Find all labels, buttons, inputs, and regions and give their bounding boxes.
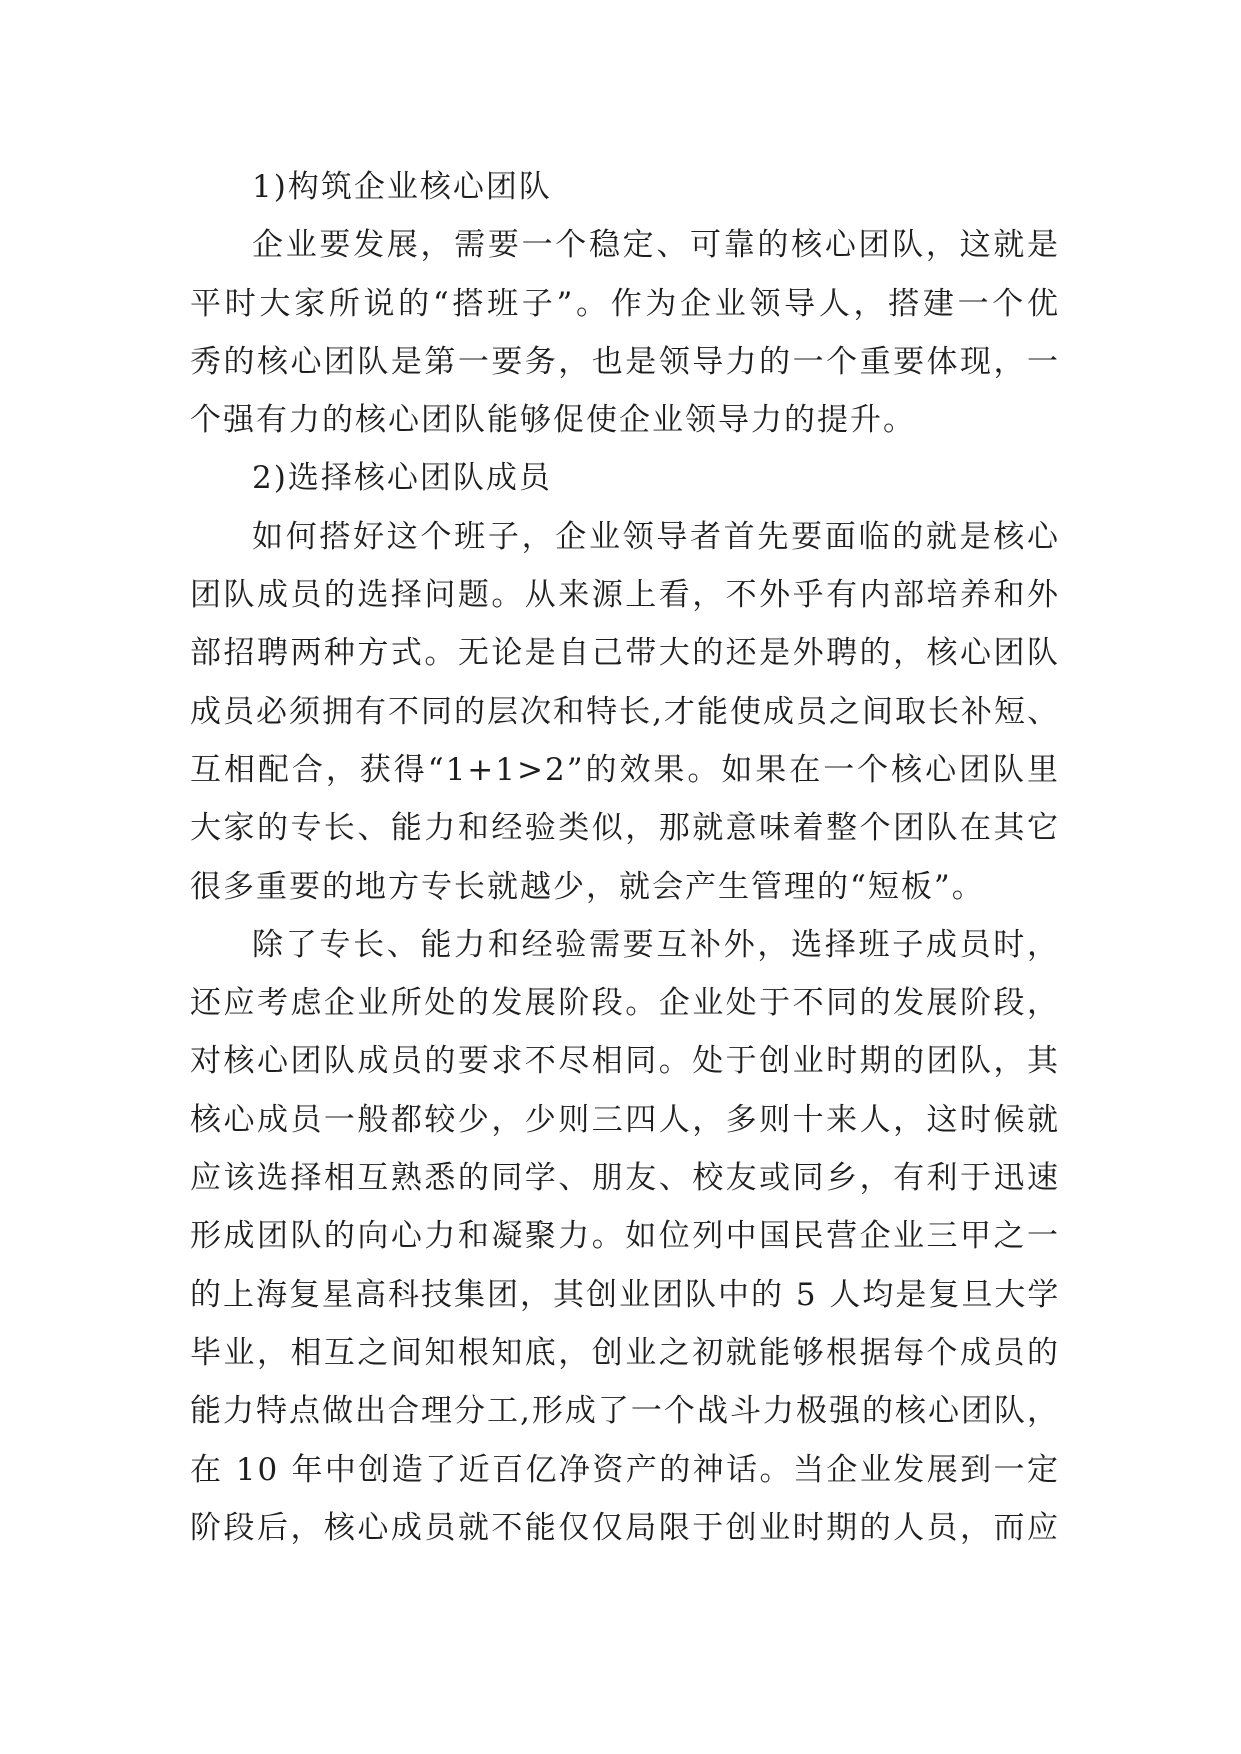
text-line: 企业要发展，需要一个稳定、可靠的核心团队，这就是: [252, 227, 1060, 264]
text-line: 能力特点做出合理分工,形成了一个战斗力极强的核心团队，: [190, 1393, 1060, 1430]
text-line: 的上海复星高科技集团，其创业团队中的 5 人均是复旦大学: [190, 1276, 1061, 1313]
text-line: 在 10 年中创造了近百亿净资产的神话。当企业发展到一定: [190, 1451, 1060, 1488]
paragraph-core-team: [190, 216, 1060, 449]
text-line: 大家的专长、能力和经验类似，那就意味着整个团队在其它: [190, 810, 1060, 847]
document-body: [190, 158, 1060, 1557]
text-line: 团队成员的选择问题。从来源上看，不外乎有内部培养和外: [190, 577, 1060, 614]
text-line: 如何搭好这个班子，企业领导者首先要面临的就是核心: [252, 518, 1060, 555]
paragraph-member-selection: [190, 508, 1060, 916]
text-line: 个强有力的核心团队能够促使企业领导力的提升。: [190, 402, 916, 439]
text-line: 核心成员一般都较少，少则三四人，多则十来人，这时候就: [190, 1101, 1060, 1138]
text-line: 阶段后，核心成员就不能仅仅局限于创业时期的人员，而应: [190, 1509, 1060, 1546]
paragraph-development-stage: [190, 916, 1060, 1557]
text-line: 除了专长、能力和经验需要互补外，选择班子成员时，: [252, 926, 1060, 963]
text-line: 很多重要的地方专长就越少，就会产生管理的“短板”。: [190, 868, 985, 905]
text-line: 部招聘两种方式。无论是自己带大的还是外聘的，核心团队: [190, 635, 1060, 672]
text-line: 平时大家所说的“搭班子”。作为企业领导人，搭建一个优: [190, 285, 1060, 322]
text-line: 互相配合，获得“1+1>2”的效果。如果在一个核心团队里: [190, 751, 1060, 788]
text-line: 应该选择相互熟悉的同学、朋友、校友或同乡，有利于迅速: [190, 1160, 1060, 1197]
text-line: 成员必须拥有不同的层次和特长,才能使成员之间取长补短、: [190, 693, 1060, 730]
text-line: 形成团队的向心力和凝聚力。如位列中国民营企业三甲之一: [190, 1218, 1060, 1255]
text-line: 对核心团队成员的要求不尽相同。处于创业时期的团队，其: [190, 1043, 1060, 1080]
text-line: 还应考虑企业所处的发展阶段。企业处于不同的发展阶段，: [190, 985, 1060, 1022]
text-line: 秀的核心团队是第一要务，也是领导力的一个重要体现，一: [190, 343, 1060, 380]
section-heading-2: 2)选择核心团队成员: [252, 460, 552, 497]
section-heading-1: 1)构筑企业核心团队: [252, 169, 552, 205]
text-line: 毕业，相互之间知根知底，创业之初就能够根据每个成员的: [190, 1334, 1060, 1371]
